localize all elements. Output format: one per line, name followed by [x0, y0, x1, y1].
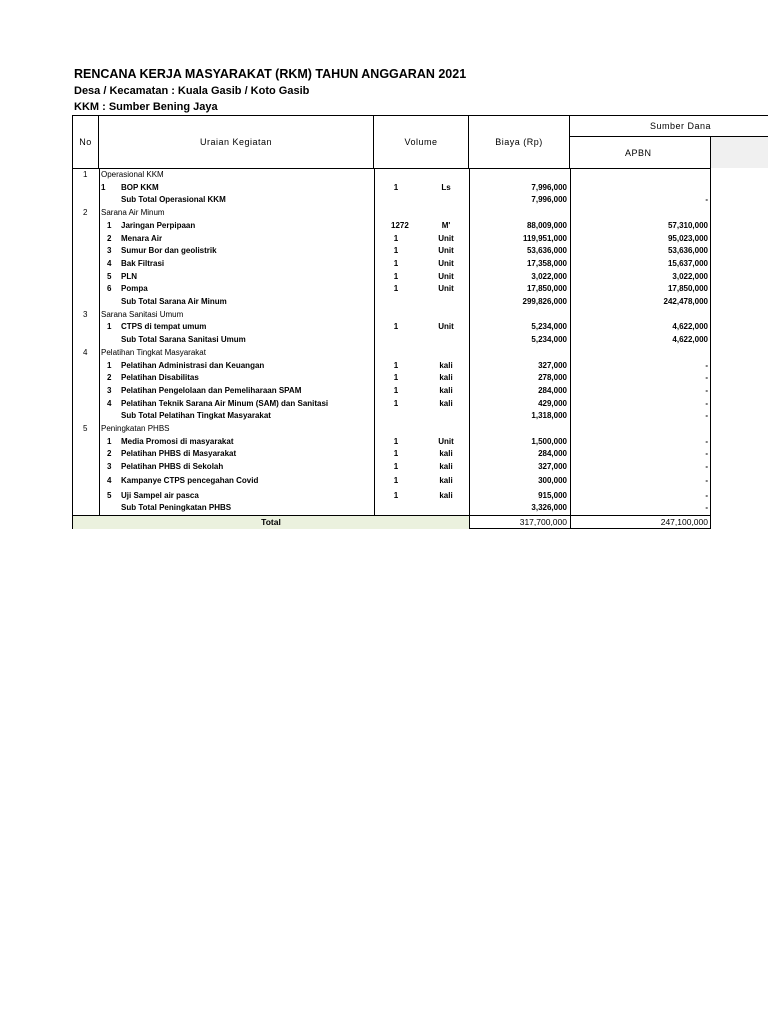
category-label: Pelatihan Tingkat Masyarakat	[101, 347, 206, 357]
item-number: 3	[107, 246, 112, 256]
item-biaya: 3,022,000	[531, 271, 567, 281]
item-unit: kali	[439, 360, 453, 370]
item-volume: 1	[393, 490, 399, 500]
item-biaya: 7,996,000	[531, 182, 567, 192]
item-volume: 1	[393, 385, 399, 395]
table-row	[73, 490, 711, 503]
category-number: 1	[83, 170, 88, 179]
table-row	[73, 220, 711, 233]
subtotal-apbn: -	[705, 503, 708, 513]
item-biaya: 17,850,000	[526, 284, 567, 294]
table-row	[73, 436, 711, 449]
subtotal-biaya: 5,234,000	[531, 335, 567, 345]
item-apbn: -	[705, 385, 708, 395]
item-volume: 1	[393, 246, 399, 256]
item-apbn: 57,310,000	[667, 220, 708, 230]
item-volume: 1	[393, 258, 399, 268]
item-number: 5	[107, 271, 112, 281]
item-volume: 1	[393, 373, 399, 383]
item-biaya: 1,500,000	[531, 436, 567, 446]
subtotal-label: Sub Total Pelatihan Tingkat Masyarakat	[121, 411, 271, 421]
total-biaya: 317,700,000	[519, 517, 567, 527]
item-biaya: 5,234,000	[531, 322, 567, 332]
item-number: 6	[107, 284, 112, 294]
header-biaya: Biaya (Rp)	[468, 115, 570, 169]
item-number: 3	[107, 385, 112, 395]
item-volume: 1272	[391, 220, 409, 230]
item-unit: kali	[439, 449, 453, 459]
subtotal-label: Sub Total Operasional KKM	[121, 195, 226, 205]
item-unit: Unit	[438, 271, 454, 281]
subtotal-row	[73, 194, 711, 207]
subtotal-row	[73, 334, 711, 347]
category-label: Peningkatan PHBS	[101, 424, 170, 433]
table-row	[73, 372, 711, 385]
category-row	[73, 309, 711, 322]
item-label: PLN	[121, 271, 137, 281]
item-label: Pelatihan Administrasi dan Keuangan	[121, 360, 265, 370]
header-no: No	[72, 115, 99, 169]
item-number: 2	[107, 233, 112, 243]
item-biaya: 327,000	[538, 462, 567, 472]
total-row	[73, 515, 711, 529]
subtotal-label: Sub Total Sarana Sanitasi Umum	[121, 335, 246, 345]
item-apbn: -	[705, 462, 708, 472]
item-unit: kali	[439, 490, 453, 500]
table-row	[73, 398, 711, 411]
item-label: Kampanye CTPS pencegahan Covid	[121, 476, 259, 486]
table-row	[73, 271, 711, 284]
item-label: Pompa	[121, 284, 148, 294]
item-biaya: 53,636,000	[526, 246, 567, 256]
item-number: 2	[107, 373, 112, 383]
category-row	[73, 347, 711, 360]
item-apbn: -	[705, 490, 708, 500]
item-biaya: 17,358,000	[526, 258, 567, 268]
document-title: RENCANA KERJA MASYARAKAT (RKM) TAHUN ANGGARAN 2021	[74, 67, 467, 81]
item-apbn: 4,622,000	[672, 322, 708, 332]
item-biaya: 284,000	[538, 385, 567, 395]
table-row	[73, 182, 711, 195]
item-number: 4	[107, 476, 112, 486]
item-volume: 1	[393, 322, 399, 332]
item-label: Sumur Bor dan geolistrik	[121, 246, 217, 256]
item-label: Pelatihan PHBS di Masyarakat	[121, 449, 237, 459]
document-titles	[74, 66, 466, 115]
item-biaya: 429,000	[538, 398, 567, 408]
item-unit: Unit	[438, 284, 454, 294]
item-label: Pelatihan Pengelolaan dan Pemeliharaan SPAM	[121, 385, 302, 395]
item-apbn: -	[705, 373, 708, 383]
header-sumber-dana: Sumber Dana	[569, 115, 768, 137]
category-label: Sarana Sanitasi Umum	[101, 309, 184, 319]
item-biaya: 88,009,000	[526, 220, 567, 230]
item-number: 1	[107, 220, 112, 230]
item-unit: kali	[439, 385, 453, 395]
item-number: 1	[107, 322, 112, 332]
subtotal-biaya: 3,326,000	[531, 503, 567, 513]
item-unit: Unit	[438, 436, 454, 446]
category-number: 3	[83, 309, 88, 319]
subtotal-biaya: 1,318,000	[531, 411, 567, 421]
item-number: 2	[107, 449, 112, 459]
category-row	[73, 207, 711, 220]
item-volume: 1	[393, 284, 399, 294]
rkm-table	[72, 168, 711, 529]
item-apbn: 95,023,000	[667, 233, 708, 243]
subtotal-apbn: 242,478,000	[663, 297, 708, 306]
item-biaya: 915,000	[538, 490, 567, 500]
table-row	[73, 233, 711, 246]
subtotal-row	[73, 502, 711, 515]
item-unit: Unit	[438, 233, 454, 243]
total-apbn: 247,100,000	[660, 517, 708, 527]
table-row	[73, 475, 711, 488]
item-unit: Unit	[438, 246, 454, 256]
item-biaya: 327,000	[538, 360, 567, 370]
table-row	[73, 321, 711, 334]
item-number: 1	[101, 182, 106, 192]
category-label: Sarana Air Minum	[101, 208, 165, 218]
table-row	[73, 258, 711, 271]
subtotal-row	[73, 410, 711, 423]
item-apbn: -	[705, 449, 708, 459]
item-unit: Unit	[438, 258, 454, 268]
item-label: Jaringan Perpipaan	[121, 220, 196, 230]
kkm-subtitle: KKM : Sumber Bening Jaya	[74, 101, 218, 113]
item-volume: 1	[393, 271, 399, 281]
category-row	[73, 423, 711, 436]
item-volume: 1	[393, 360, 399, 370]
table-row	[73, 360, 711, 373]
category-number: 5	[83, 424, 88, 433]
location-subtitle: Desa / Kecamatan : Kuala Gasib / Koto Gasib	[74, 85, 310, 97]
item-label: Menara Air	[121, 233, 163, 243]
item-apbn: 3,022,000	[672, 271, 708, 281]
total-label: Total	[261, 517, 281, 527]
item-label: Media Promosi di masyarakat	[121, 436, 234, 446]
subtotal-apbn: -	[705, 411, 708, 421]
item-apbn: 15,637,000	[667, 258, 708, 268]
item-biaya: 300,000	[538, 476, 567, 486]
item-label: Pelatihan Disabilitas	[121, 373, 199, 383]
subtotal-apbn: -	[705, 195, 708, 205]
item-unit: Unit	[438, 322, 454, 332]
subtotal-apbn: 4,622,000	[672, 335, 708, 345]
item-volume: 1	[393, 436, 399, 446]
item-volume: 1	[393, 233, 399, 243]
item-unit: kali	[439, 398, 453, 408]
subtotal-biaya: 299,826,000	[522, 297, 567, 306]
item-apbn: 17,850,000	[667, 284, 708, 294]
category-row	[73, 169, 711, 182]
header-apbn: APBN	[569, 136, 711, 169]
item-unit: kali	[439, 373, 453, 383]
item-unit: Ls	[441, 182, 451, 192]
item-label: Pelatihan Teknik Sarana Air Minum (SAM) dan Sanitasi	[121, 398, 329, 408]
item-label: Uji Sampel air pasca	[121, 490, 199, 500]
item-label: BOP KKM	[121, 182, 159, 192]
item-volume: 1	[393, 449, 399, 459]
item-number: 1	[107, 360, 112, 370]
item-volume: 1	[393, 398, 399, 408]
item-volume: 1	[393, 182, 399, 192]
table-row	[73, 461, 711, 474]
subtotal-label: Sub Total Peningkatan PHBS	[121, 503, 232, 513]
category-label: Operasional KKM	[101, 170, 164, 179]
subtotal-biaya: 7,996,000	[531, 195, 567, 205]
item-apbn: -	[705, 398, 708, 408]
item-number: 1	[107, 436, 112, 446]
item-apbn: -	[705, 476, 708, 486]
item-biaya: 119,951,000	[522, 233, 567, 243]
item-number: 3	[107, 462, 112, 472]
category-number: 2	[83, 208, 88, 218]
item-apbn: -	[705, 360, 708, 370]
item-number: 5	[107, 490, 112, 500]
item-number: 4	[107, 258, 112, 268]
item-label: Bak Filtrasi	[121, 258, 165, 268]
table-row	[73, 385, 711, 398]
header-volume: Volume	[373, 115, 469, 169]
subtotal-row	[73, 296, 711, 309]
item-unit: kali	[439, 462, 453, 472]
subtotal-label: Sub Total Sarana Air Minum	[121, 297, 227, 306]
item-unit: M'	[441, 220, 451, 230]
item-biaya: 284,000	[538, 449, 567, 459]
item-label: CTPS di tempat umum	[121, 322, 207, 332]
item-biaya: 278,000	[538, 373, 567, 383]
table-row	[73, 245, 711, 258]
header-uraian: Uraian Kegiatan	[98, 115, 374, 169]
item-label: Pelatihan PHBS di Sekolah	[121, 462, 224, 472]
item-volume: 1	[393, 476, 399, 486]
item-apbn: 53,636,000	[667, 246, 708, 256]
item-apbn: -	[705, 436, 708, 446]
item-volume: 1	[393, 462, 399, 472]
category-number: 4	[83, 347, 88, 357]
item-unit: kali	[439, 476, 453, 486]
table-row	[73, 283, 711, 296]
table-row	[73, 448, 711, 461]
item-number: 4	[107, 398, 112, 408]
